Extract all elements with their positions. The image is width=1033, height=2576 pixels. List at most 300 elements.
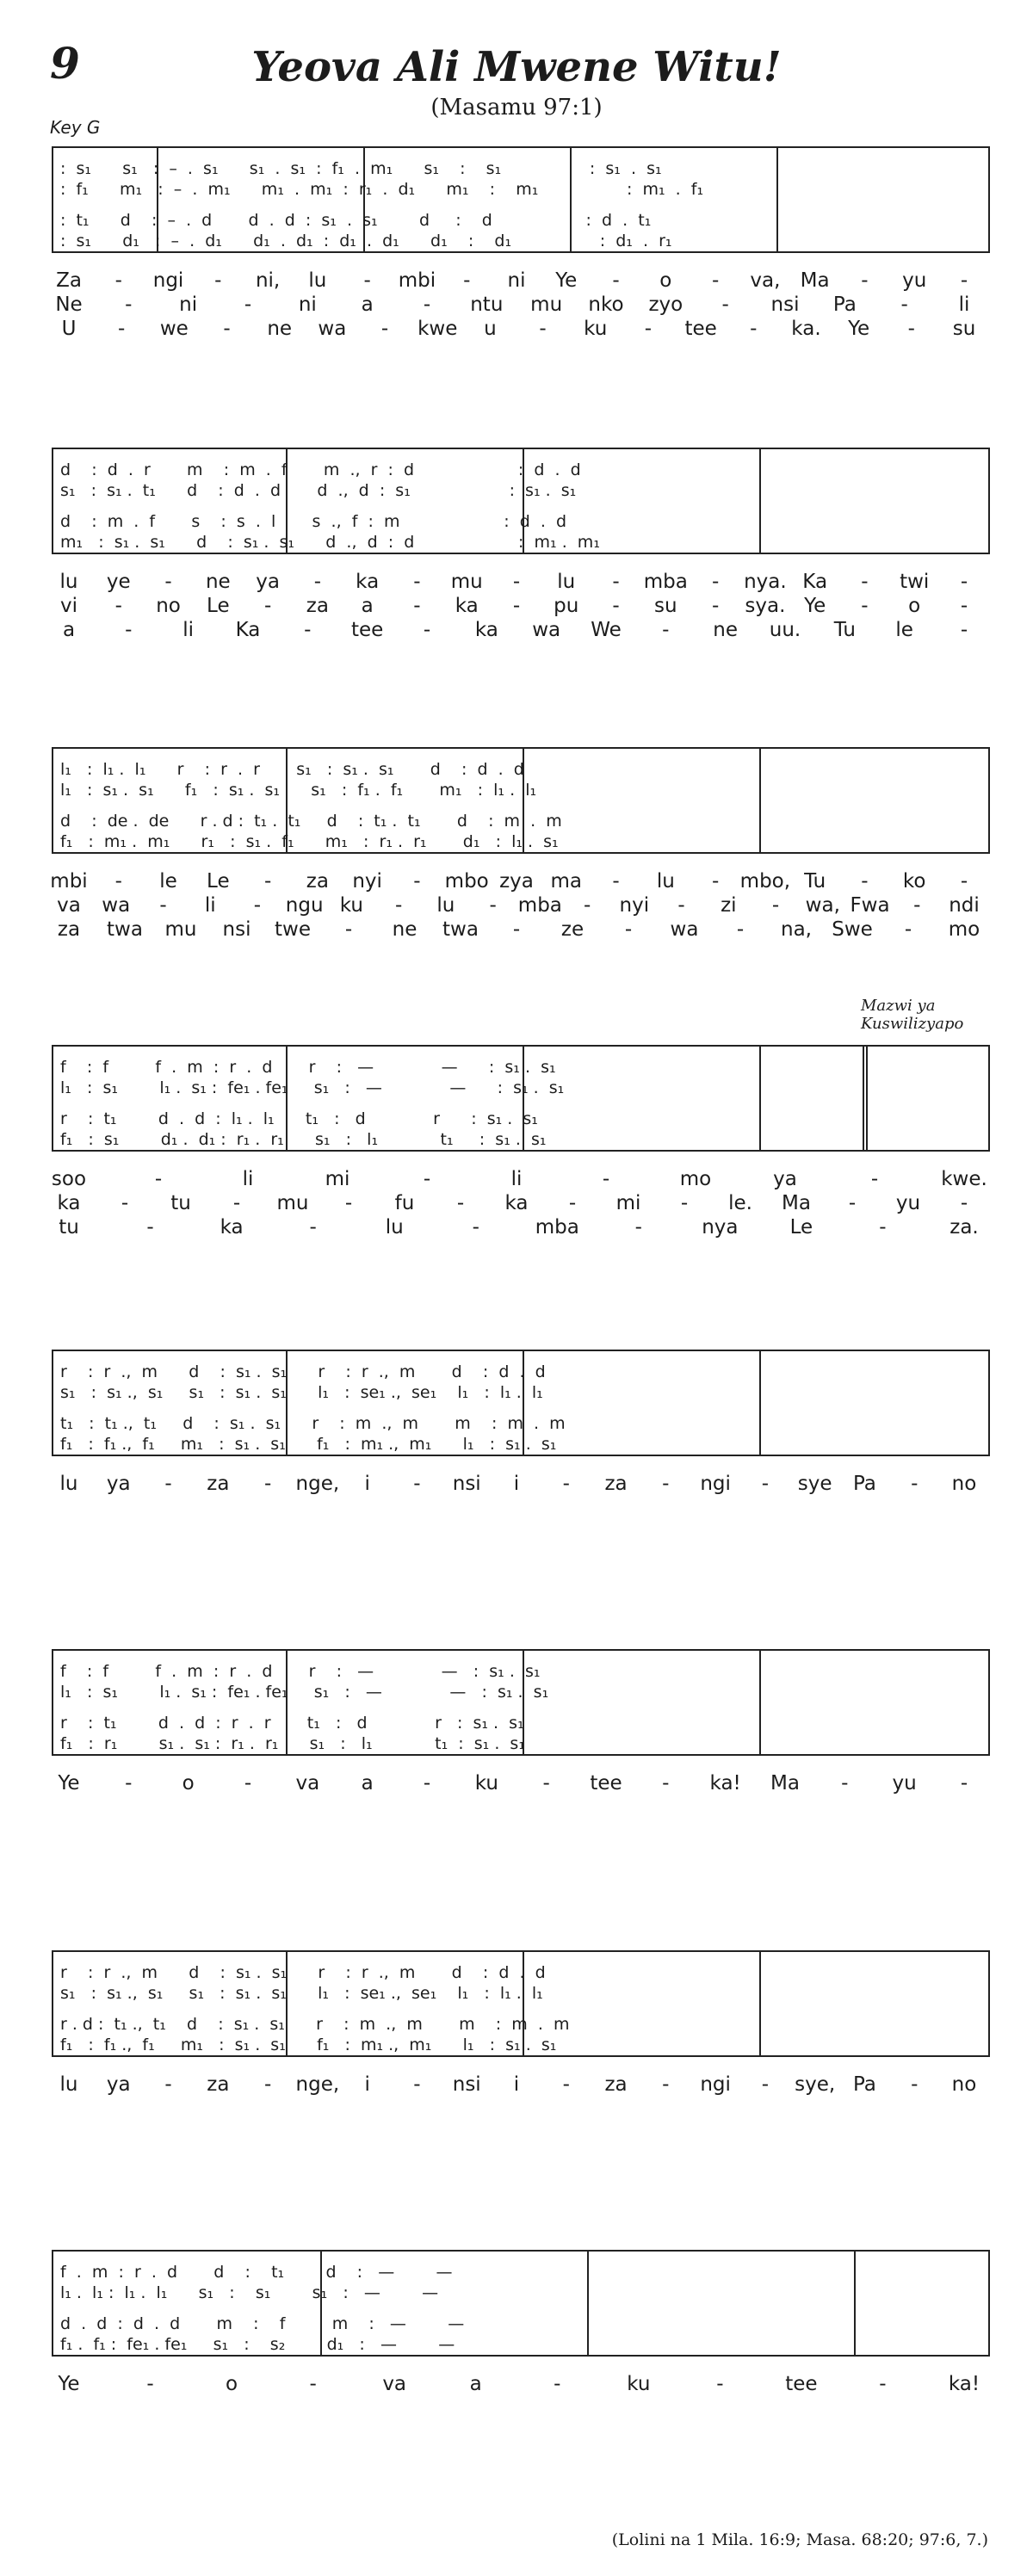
syllable-hyphen: - xyxy=(583,894,591,917)
lyric-syllable: ku xyxy=(627,2373,651,2395)
lyric-syllable: za. xyxy=(949,1216,979,1239)
syllable-hyphen: - xyxy=(512,571,521,593)
solfa-notes: : s₁ d₁ : – . d₁ d₁ . d₁ : d₁ . d₁ d₁ : d₁ : d₁ . r₁ xyxy=(60,232,672,250)
syllable-hyphen: - xyxy=(662,1473,670,1495)
syllable-hyphen: - xyxy=(861,571,869,593)
solfa-row xyxy=(53,1733,988,1754)
lyric-syllable: no xyxy=(951,1473,977,1495)
lyric-syllable: ka xyxy=(356,571,380,593)
syllable-hyphen: - xyxy=(711,269,720,292)
lyric-syllable: mi xyxy=(325,1168,350,1190)
syllable-hyphen: - xyxy=(761,2073,770,2096)
syllable-hyphen: - xyxy=(911,2073,919,2096)
syllable-hyphen: - xyxy=(612,870,620,893)
syllable-hyphen: - xyxy=(677,894,685,917)
solfa-row xyxy=(53,1713,988,1733)
solfa-notes: : s₁ s₁ : – . s₁ s₁ . s₁ : f₁ . m₁ s₁ : s₁ : s₁ . s₁ xyxy=(60,159,662,178)
solfa-notes: r : t₁ d . d : l₁ . l₁ t₁ : d r : s₁ . s₁ xyxy=(60,1109,538,1128)
syllable-hyphen: - xyxy=(960,571,968,593)
lyric-syllable: Swe xyxy=(832,918,873,941)
syllable-hyphen: - xyxy=(118,318,126,340)
lyric-syllable: zi xyxy=(721,894,737,917)
syllable-hyphen: - xyxy=(624,918,633,941)
lyric-syllable: Pa xyxy=(852,2073,876,2096)
lyric-syllable: we xyxy=(159,318,189,340)
solfa-row xyxy=(53,1413,988,1434)
syllable-hyphen: - xyxy=(960,595,968,617)
solfa-notes: d . d : d . d m : f m : — — xyxy=(60,2314,465,2333)
lyric-syllable: ya xyxy=(256,571,280,593)
solfa-row xyxy=(53,1057,988,1078)
lyric-syllable: le xyxy=(159,870,177,893)
lyric-syllable: ko xyxy=(902,870,926,893)
lyric-syllable: nsi xyxy=(452,1473,481,1495)
lyric-syllable: ni, xyxy=(255,269,281,292)
solfa-row xyxy=(53,1962,988,1983)
lyric-syllable: mu xyxy=(276,1192,309,1214)
lyric-syllable: twe xyxy=(275,918,311,941)
lyric-syllable: We xyxy=(591,619,622,641)
solfa-notes: f : f f . m : r . d r : — — : s₁ . s₁ xyxy=(60,1058,556,1077)
syllable-hyphen: - xyxy=(750,318,758,340)
lyric-syllable: nge, xyxy=(295,1473,340,1495)
syllable-hyphen: - xyxy=(304,619,312,641)
lyric-line xyxy=(52,2073,990,2097)
lyric-syllable: a xyxy=(361,293,374,316)
syllable-hyphen: - xyxy=(542,1772,550,1795)
hymn-title: Yeova Ali Mwene Witu! xyxy=(251,43,782,91)
lyric-syllable: u xyxy=(484,318,497,340)
syllable-hyphen: - xyxy=(309,1216,317,1239)
lyric-line xyxy=(52,293,990,317)
syllable-hyphen: - xyxy=(263,2073,272,2096)
syllable-hyphen: - xyxy=(711,595,720,617)
lyric-syllable: su xyxy=(654,595,677,617)
syllable-hyphen: - xyxy=(960,269,968,292)
lyric-syllable: fu xyxy=(394,1192,415,1214)
solfa-row xyxy=(53,1129,988,1150)
syllable-hyphen: - xyxy=(456,1192,465,1214)
lyric-line xyxy=(52,594,990,618)
lyric-syllable: Le xyxy=(207,870,230,893)
lyric-syllable: mi xyxy=(615,1192,641,1214)
lyric-syllable: o xyxy=(659,269,672,292)
lyric-syllable: kwe xyxy=(418,318,458,340)
lyric-syllable: o xyxy=(908,595,921,617)
lyric-syllable: zya xyxy=(499,870,534,893)
syllable-hyphen: - xyxy=(721,293,729,316)
lyric-syllable: nyi xyxy=(352,870,382,893)
lyric-syllable: Tu xyxy=(804,870,826,893)
syllable-hyphen: - xyxy=(244,1772,252,1795)
syllable-hyphen: - xyxy=(861,269,869,292)
lyric-syllable: Ye xyxy=(804,595,826,617)
lyric-syllable: ngu xyxy=(285,894,324,917)
syllable-hyphen: - xyxy=(861,870,869,893)
syllable-hyphen: - xyxy=(472,1216,479,1239)
lyric-syllable: i xyxy=(364,2073,370,2096)
lyric-syllable: ye xyxy=(106,571,131,593)
music-system xyxy=(52,1350,990,1456)
music-system xyxy=(52,1649,990,1756)
solfa-notes: r . d : t₁ ., t₁ d : s₁ . s₁ r : m ., m m : m . m xyxy=(60,2015,570,2034)
syllable-hyphen: - xyxy=(489,894,497,917)
lyric-line xyxy=(52,869,990,893)
solfa-notes: r : r ., m d : s₁ . s₁ r : r ., m d : d . d xyxy=(60,1362,546,1381)
solfa-row xyxy=(53,1682,988,1702)
lyric-syllable: mba xyxy=(517,894,562,917)
lyric-line xyxy=(52,1771,990,1795)
lyric-syllable: no xyxy=(951,2073,977,2096)
lyric-syllable: ni xyxy=(298,293,317,316)
lyric-syllable: ya xyxy=(106,1473,131,1495)
syllable-hyphen: - xyxy=(114,595,122,617)
lyric-syllable: lu xyxy=(59,1473,78,1495)
side-note-line: Mazwi ya xyxy=(861,997,936,1015)
lyric-syllable: ma xyxy=(550,870,583,893)
lyric-syllable: lu xyxy=(385,1216,404,1239)
lyric-syllable: su xyxy=(952,318,976,340)
syllable-hyphen: - xyxy=(848,1192,857,1214)
lyric-syllable: li xyxy=(242,1168,254,1190)
lyric-syllable: nge, xyxy=(295,2073,340,2096)
lyric-syllable: Fwa xyxy=(850,894,890,917)
lyric-syllable: va xyxy=(295,1772,320,1795)
lyric-syllable: nyi xyxy=(619,894,650,917)
solfa-notes: m₁ : s₁ . s₁ d : s₁ . s₁ d ., d : d : m₁ . m₁ xyxy=(60,533,600,552)
lyric-syllable: Ye xyxy=(848,318,870,340)
lyric-syllable: ka xyxy=(455,595,479,617)
hymn-subtitle: (Masamu 97:1) xyxy=(430,95,603,120)
lyric-line xyxy=(52,1191,990,1215)
syllable-hyphen: - xyxy=(154,1168,163,1190)
solfa-notes: f₁ . f₁ : fe₁ . fe₁ s₁ : s₂ d₁ : — — xyxy=(60,2335,455,2354)
lyric-syllable: Za xyxy=(56,269,82,292)
syllable-hyphen: - xyxy=(413,2073,421,2096)
solfa-notes: l₁ : s₁ . s₁ f₁ : s₁ . s₁ s₁ : f₁ . f₁ m₁ : l₁ . l₁ xyxy=(60,781,537,800)
solfa-row xyxy=(53,2262,988,2283)
lyric-syllable: wa xyxy=(318,318,347,340)
lyric-syllable: lu xyxy=(656,870,675,893)
music-system xyxy=(52,747,990,854)
syllable-hyphen: - xyxy=(761,1473,770,1495)
lyric-syllable: ne xyxy=(205,571,231,593)
syllable-hyphen: - xyxy=(711,571,720,593)
music-system xyxy=(52,2250,990,2357)
lyric-line xyxy=(52,917,990,942)
solfa-row xyxy=(53,811,988,831)
lyric-syllable: Le xyxy=(207,595,230,617)
solfa-notes: r : t₁ d . d : r . r t₁ : d r : s₁ . s₁ xyxy=(60,1714,524,1733)
lyric-syllable: mu xyxy=(450,571,483,593)
music-system xyxy=(52,146,990,253)
solfa-notes: l₁ . l₁ : l₁ . l₁ s₁ : s₁ s₁ : — — xyxy=(60,2283,439,2302)
solfa-row xyxy=(53,179,988,200)
solfa-row xyxy=(53,1362,988,1382)
syllable-hyphen: - xyxy=(879,2373,887,2395)
solfa-row xyxy=(53,1434,988,1455)
syllable-hyphen: - xyxy=(612,571,620,593)
lyric-syllable: ya xyxy=(773,1168,797,1190)
syllable-hyphen: - xyxy=(125,1772,133,1795)
syllable-hyphen: - xyxy=(554,2373,561,2395)
lyric-syllable: na, xyxy=(781,918,812,941)
lyric-syllable: sye xyxy=(797,1473,832,1495)
lyric-syllable: mu xyxy=(164,918,197,941)
lyric-syllable: ngi xyxy=(152,269,184,292)
syllable-hyphen: - xyxy=(562,1473,570,1495)
lyric-syllable: ni xyxy=(179,293,198,316)
lyric-syllable: Ma xyxy=(770,1772,800,1795)
lyric-syllable: mo xyxy=(679,1168,712,1190)
lyric-syllable: twi xyxy=(900,571,930,593)
syllable-hyphen: - xyxy=(423,1772,431,1795)
lyric-syllable: nsi xyxy=(222,918,251,941)
lyric-syllable: sye, xyxy=(795,2073,836,2096)
syllable-hyphen: - xyxy=(662,1772,670,1795)
lyric-syllable: Ye xyxy=(58,1772,80,1795)
lyric-syllable: yu xyxy=(892,1772,917,1795)
lyric-syllable: ka xyxy=(474,619,498,641)
lyric-syllable: va xyxy=(382,2373,407,2395)
syllable-hyphen: - xyxy=(223,318,231,340)
lyric-syllable: li xyxy=(182,619,195,641)
solfa-notes: t₁ : t₁ ., t₁ d : s₁ . s₁ r : m ., m m : m . m xyxy=(60,1414,566,1433)
syllable-hyphen: - xyxy=(861,595,869,617)
lyric-line xyxy=(52,1167,990,1191)
lyric-line xyxy=(52,2372,990,2396)
syllable-hyphen: - xyxy=(423,1168,431,1190)
syllable-hyphen: - xyxy=(960,1772,968,1795)
lyric-syllable: li xyxy=(510,1168,523,1190)
syllable-hyphen: - xyxy=(313,571,322,593)
syllable-hyphen: - xyxy=(960,870,968,893)
syllable-hyphen: - xyxy=(214,269,222,292)
solfa-row xyxy=(53,2313,988,2334)
footer-references: (Lolini na 1 Mila. 16:9; Masa. 68:20; 97:6, 7.) xyxy=(611,2530,988,2549)
syllable-hyphen: - xyxy=(680,1192,689,1214)
side-note-line: Kuswilizyapo xyxy=(861,1015,964,1033)
lyric-syllable: Pa xyxy=(852,1473,876,1495)
lyric-syllable: o xyxy=(182,1772,195,1795)
lyric-syllable: za xyxy=(207,1473,230,1495)
solfa-row xyxy=(53,780,988,800)
lyric-syllable: ndi xyxy=(949,894,980,917)
syllable-hyphen: - xyxy=(413,1473,421,1495)
lyric-syllable: pu xyxy=(554,595,579,617)
syllable-hyphen: - xyxy=(771,894,780,917)
lyric-line xyxy=(52,893,990,917)
syllable-hyphen: - xyxy=(602,1168,610,1190)
syllable-hyphen: - xyxy=(911,1473,919,1495)
solfa-row xyxy=(53,532,988,553)
lyric-syllable: za xyxy=(207,2073,230,2096)
lyric-syllable: twa xyxy=(442,918,479,941)
syllable-hyphen: - xyxy=(413,595,421,617)
solfa-notes: : f₁ m₁ : – . m₁ m₁ . m₁ : r₁ . d₁ m₁ : m₁ : m₁ . f₁ xyxy=(60,180,704,199)
lyric-syllable: ni xyxy=(507,269,526,292)
music-system xyxy=(52,1950,990,2057)
lyric-syllable: zyo xyxy=(648,293,684,316)
solfa-notes: r : r ., m d : s₁ . s₁ r : r ., m d : d . d xyxy=(60,1963,546,1982)
key-signature: Key G xyxy=(50,117,101,138)
solfa-row xyxy=(53,1109,988,1129)
lyric-syllable: nya xyxy=(702,1216,739,1239)
syllable-hyphen: - xyxy=(634,1216,642,1239)
lyric-syllable: no xyxy=(156,595,181,617)
syllable-hyphen: - xyxy=(263,870,272,893)
solfa-row xyxy=(53,1983,988,2004)
music-system xyxy=(52,448,990,554)
lyric-syllable: Tu xyxy=(833,619,856,641)
lyric-syllable: Ma xyxy=(782,1192,811,1214)
lyric-syllable: tee xyxy=(590,1772,622,1795)
syllable-hyphen: - xyxy=(463,269,471,292)
lyric-syllable: mba xyxy=(535,1216,579,1239)
lyric-syllable: ne xyxy=(713,619,739,641)
solfa-row xyxy=(53,480,988,501)
solfa-row xyxy=(53,231,988,251)
lyric-syllable: vi xyxy=(59,595,78,617)
lyric-syllable: lu xyxy=(557,571,576,593)
solfa-notes: d : d . r m : m . f m ., r : d : d . d xyxy=(60,460,581,479)
solfa-row xyxy=(53,1661,988,1682)
lyric-syllable: i xyxy=(513,1473,520,1495)
syllable-hyphen: - xyxy=(711,870,720,893)
lyric-syllable: ne xyxy=(392,918,418,941)
syllable-hyphen: - xyxy=(125,293,133,316)
syllable-hyphen: - xyxy=(344,1192,353,1214)
solfa-notes: s₁ : s₁ ., s₁ s₁ : s₁ . s₁ l₁ : se₁ ., se₁ l₁ : l₁ . l₁ xyxy=(60,1383,543,1402)
syllable-hyphen: - xyxy=(263,595,272,617)
lyric-syllable: ka! xyxy=(948,2373,980,2395)
lyric-syllable: wa, xyxy=(805,894,840,917)
syllable-hyphen: - xyxy=(512,918,521,941)
lyric-syllable: a xyxy=(361,1772,374,1795)
lyric-syllable: a xyxy=(469,2373,482,2395)
lyric-syllable: ka! xyxy=(709,1772,741,1795)
syllable-hyphen: - xyxy=(164,1473,172,1495)
lyric-syllable: lu xyxy=(436,894,455,917)
lyric-syllable: Ma xyxy=(800,269,830,292)
syllable-hyphen: - xyxy=(423,619,431,641)
lyric-syllable: Le xyxy=(789,1216,813,1239)
lyric-syllable: li xyxy=(958,293,970,316)
lyric-syllable: li xyxy=(204,894,216,917)
solfa-notes: d : de . de r . d : t₁ . t₁ d : t₁ . t₁ d : m . m xyxy=(60,812,562,831)
lyric-syllable: Ye xyxy=(58,2373,80,2395)
lyric-line xyxy=(52,269,990,293)
lyric-syllable: ku xyxy=(339,894,364,917)
lyric-syllable: lu xyxy=(59,571,78,593)
lyric-syllable: mu xyxy=(530,293,563,316)
syllable-hyphen: - xyxy=(662,2073,670,2096)
solfa-notes: f₁ : f₁ ., f₁ m₁ : s₁ . s₁ f₁ : m₁ ., m₁ l₁ : s₁ . s₁ xyxy=(60,1435,557,1454)
lyric-syllable: le xyxy=(895,619,913,641)
lyric-syllable: Ne xyxy=(55,293,83,316)
solfa-row xyxy=(53,158,988,179)
syllable-hyphen: - xyxy=(900,293,908,316)
lyric-syllable: ka xyxy=(57,1192,81,1214)
syllable-hyphen: - xyxy=(114,870,122,893)
solfa-row xyxy=(53,511,988,532)
lyric-syllable: tu xyxy=(170,1192,191,1214)
lyric-syllable: Ka xyxy=(802,571,828,593)
lyric-syllable: lu xyxy=(59,2073,78,2096)
lyric-syllable: ka xyxy=(220,1216,244,1239)
syllable-hyphen: - xyxy=(309,2373,317,2395)
lyric-syllable: Pa xyxy=(832,293,857,316)
solfa-notes: f₁ : m₁ . m₁ r₁ : s₁ . f₁ m₁ : r₁ . r₁ d₁ : l₁ . s₁ xyxy=(60,832,559,851)
solfa-notes: f₁ : f₁ ., f₁ m₁ : s₁ . s₁ f₁ : m₁ ., m₁ l₁ : s₁ . s₁ xyxy=(60,2035,557,2054)
lyric-syllable: yu xyxy=(902,269,927,292)
syllable-hyphen: - xyxy=(612,595,620,617)
syllable-hyphen: - xyxy=(736,918,745,941)
syllable-hyphen: - xyxy=(662,619,670,641)
lyric-syllable: soo xyxy=(51,1168,87,1190)
lyric-syllable: nko xyxy=(588,293,624,316)
lyric-syllable: Ka xyxy=(235,619,261,641)
solfa-row xyxy=(53,2014,988,2035)
syllable-hyphen: - xyxy=(263,1473,272,1495)
syllable-hyphen: - xyxy=(716,2373,724,2395)
lyric-syllable: Ye xyxy=(555,269,578,292)
lyric-syllable: mba xyxy=(643,571,688,593)
syllable-hyphen: - xyxy=(344,918,353,941)
lyric-syllable: ze xyxy=(560,918,585,941)
lyric-syllable: tee xyxy=(785,2373,818,2395)
syllable-hyphen: - xyxy=(960,619,968,641)
lyric-syllable: mo xyxy=(948,918,980,941)
solfa-notes: : t₁ d : – . d d . d : s₁ . s₁ d : d : d . t₁ xyxy=(60,211,652,230)
syllable-hyphen: - xyxy=(146,1216,154,1239)
syllable-hyphen: - xyxy=(121,1192,129,1214)
syllable-hyphen: - xyxy=(159,894,167,917)
lyric-line xyxy=(52,317,990,341)
lyric-syllable: uu. xyxy=(769,619,801,641)
syllable-hyphen: - xyxy=(644,318,653,340)
solfa-notes: d : m . f s : s . l s ., f : m : d . d xyxy=(60,512,567,531)
syllable-hyphen: - xyxy=(114,269,122,292)
syllable-hyphen: - xyxy=(413,571,421,593)
syllable-hyphen: - xyxy=(423,293,431,316)
syllable-hyphen: - xyxy=(395,894,403,917)
lyric-syllable: wa xyxy=(670,918,699,941)
syllable-hyphen: - xyxy=(612,269,620,292)
lyric-syllable: twa xyxy=(107,918,143,941)
solfa-notes: l₁ : s₁ l₁ . s₁ : fe₁ . fe₁ s₁ : — — : s₁ . s₁ xyxy=(60,1683,549,1702)
syllable-hyphen: - xyxy=(907,318,915,340)
lyric-syllable: mbo, xyxy=(739,870,791,893)
syllable-hyphen: - xyxy=(232,1192,241,1214)
lyric-syllable: ka. xyxy=(791,318,821,340)
syllable-hyphen: - xyxy=(512,595,521,617)
lyric-syllable: nsi xyxy=(452,2073,481,2096)
lyric-syllable: ngi xyxy=(700,1473,731,1495)
lyric-syllable: mbi xyxy=(398,269,436,292)
lyric-syllable: sya. xyxy=(745,595,786,617)
syllable-hyphen: - xyxy=(562,2073,570,2096)
syllable-hyphen: - xyxy=(539,318,547,340)
lyric-syllable: tee xyxy=(684,318,717,340)
lyric-syllable: wa xyxy=(102,894,131,917)
lyric-syllable: mbi xyxy=(50,870,88,893)
solfa-notes: f₁ : r₁ s₁ . s₁ : r₁ . r₁ s₁ : l₁ t₁ : s₁ . s₁ xyxy=(60,1734,525,1753)
solfa-row xyxy=(53,1382,988,1403)
syllable-hyphen: - xyxy=(363,269,371,292)
lyric-syllable: za xyxy=(57,918,81,941)
lyric-line xyxy=(52,570,990,594)
